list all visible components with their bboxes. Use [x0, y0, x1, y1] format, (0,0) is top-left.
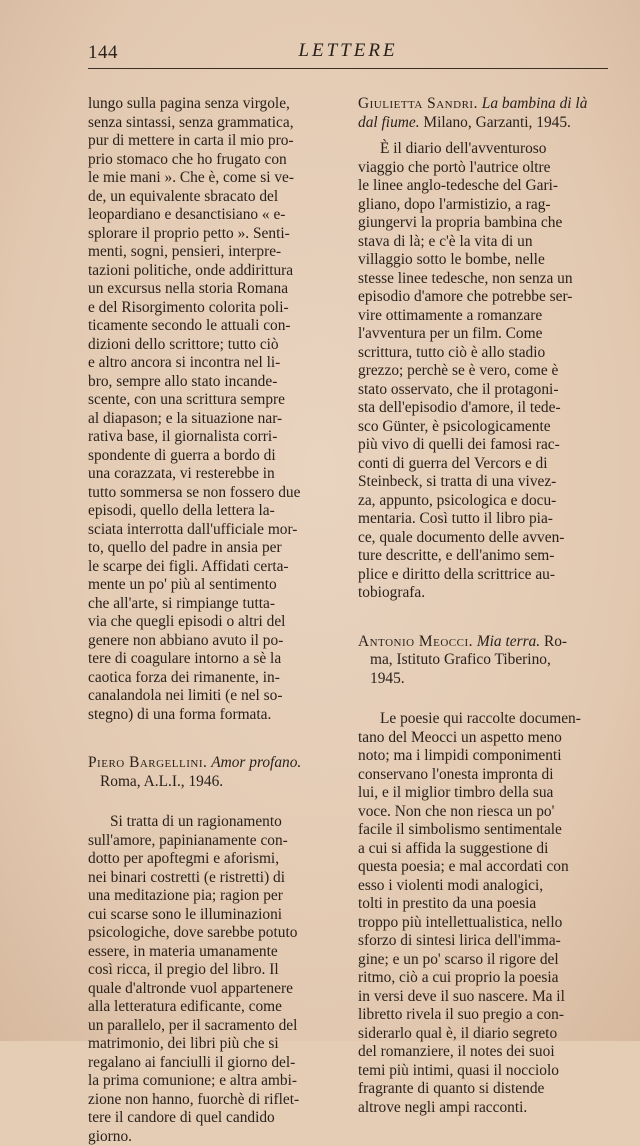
text-line: canalandola nei limiti (e nel so-	[88, 687, 283, 704]
review-author: Antonio Meocci.	[358, 632, 473, 650]
text-line: grezzo; perchè se è vero, come è	[358, 362, 559, 379]
text-line: za, appunto, psicologica e docu-	[358, 491, 557, 509]
text-line: noto; ma i limpidi componimenti	[358, 747, 562, 764]
review-bargellini	[88, 754, 340, 1146]
text-line: prio stomaco che ho frugato con	[88, 150, 287, 168]
review-body	[358, 140, 610, 603]
text-line: dotto per apoftegmi e aforismi,	[88, 850, 280, 867]
text-line: de, un equivalente sbracato del	[88, 187, 279, 205]
text-line: questa poesia; e mal accordati con	[358, 858, 569, 875]
text-line: caotica forza dei rimanente, in-	[88, 668, 280, 686]
text-line: al diapason; e la situazione nar-	[88, 409, 283, 427]
left-column	[88, 95, 340, 1146]
text-line: altrove negli ampi racconti.	[358, 1098, 528, 1116]
text-line: dizioni dello scrittore; tutto ciò	[88, 335, 279, 353]
text-line: siderarlo qual è, il diario segreto	[358, 1024, 558, 1042]
text-line: alla letteratura edificante, come	[88, 998, 282, 1015]
text-line: stegno) di una forma formata.	[88, 705, 272, 723]
text-line: una meditazione pia; ragion per	[88, 887, 283, 904]
text-line: più vivo di quelli dei famosi rac-	[358, 436, 560, 453]
text-line: nei binari costretti (e ristretti) di	[88, 868, 286, 886]
header-rule	[88, 68, 608, 69]
text-line: episodi, quello della lettera la-	[88, 502, 275, 519]
text-line: matrimonio, dei libri più che si	[88, 1035, 279, 1052]
text-line: un excursus nella storia Romana	[88, 280, 289, 297]
text-line: stava di là; e c'è la vita di un	[358, 232, 533, 250]
review-publisher: ma, Istituto Grafico Tiberino,	[370, 651, 551, 668]
text-line: gliano, dopo l'armistizio, a rag-	[358, 195, 551, 213]
text-line: lui, e il miglior timbro della sua	[358, 784, 554, 801]
text-line: mente un po' più al sentimento	[88, 576, 277, 593]
text-line: zione non hanno, fuorchè di riflet-	[88, 1090, 300, 1108]
text-line: la prima comunione; e altra ambi-	[88, 1072, 297, 1089]
text-line: regalano ai fanciulli il giorno del-	[88, 1053, 296, 1071]
review-book-title: Mia terra.	[476, 632, 541, 650]
text-line: ture descritte, e dell'animo sem-	[358, 547, 555, 564]
text-line: essere, in materia umanamente	[88, 942, 278, 960]
continued-review-text	[88, 95, 340, 724]
text-line: stesse linee tedesche, non senza un	[358, 269, 573, 287]
text-line: facile il simbolismo sentimentale	[358, 821, 562, 838]
text-line: villaggio sotto le bombe, nelle	[358, 251, 545, 268]
text-line: È il diario dell'avventuroso	[380, 140, 547, 157]
text-line: in versi deve il suo nascere. Ma il	[358, 987, 565, 1005]
text-line: lungo sulla pagina senza virgole,	[88, 95, 290, 112]
text-line: tere di coagulare intorno a sè la	[88, 650, 282, 667]
text-line: tere il candore di quel candido	[88, 1109, 275, 1126]
text-line: tutto sommersa se non fossero due	[88, 483, 301, 501]
text-line: cui scarse sono le illuminazioni	[88, 905, 283, 923]
text-line: mentaria. Così tutto il libro pia-	[358, 510, 553, 527]
text-line: menti, sogni, pensieri, interpre-	[88, 243, 282, 260]
text-line: episodio d'amore che potrebbe ser-	[358, 288, 573, 305]
review-book-title: La bambina di là dal fiume.	[358, 95, 588, 131]
text-line: Si tratta di un ragionamento	[110, 813, 282, 830]
review-body	[358, 710, 610, 1117]
text-line: splorare il proprio petto ». Senti-	[88, 224, 290, 242]
text-line: e altro ancora si incontra nel li-	[88, 354, 281, 371]
text-line: ce, quale documento delle avven-	[358, 528, 565, 546]
text-line: tazioni politiche, onde addirittura	[88, 261, 294, 279]
text-line: via che quegli episodi o altri del	[88, 613, 286, 630]
text-line: tolti in prestito da una poesia	[358, 895, 537, 912]
text-line: conservano l'onesta impronta di	[358, 765, 554, 783]
text-line: a cui si affida la suggestione di	[358, 839, 549, 857]
text-line: del romanziere, il notes dei suoi	[358, 1043, 555, 1060]
text-line: che all'arte, si rimpiange tutta-	[88, 594, 275, 612]
text-line: esso i violenti modi analogici,	[358, 876, 544, 894]
text-line: libretto rivela il suo pregio a con-	[358, 1006, 565, 1023]
text-line: fragrante di quanto si distende	[358, 1080, 545, 1097]
text-line: sull'amore, papinianamente con-	[88, 831, 288, 849]
review-reference	[88, 754, 340, 791]
review-meocci	[358, 633, 610, 1118]
text-line: le scarpe dei figli. Affidati certa-	[88, 557, 289, 575]
text-line: troppo più intellettualistica, nello	[358, 913, 563, 931]
text-line: e del Risorgimento colorita poli-	[88, 298, 289, 316]
text-line: voce. Non che non riesca un po'	[358, 802, 555, 820]
text-line: una corazzata, vi resterebbe in	[88, 465, 275, 482]
review-publisher: Ro-	[543, 632, 568, 650]
text-line: vire ottimamente a romanzare	[358, 306, 543, 324]
text-line: genere non abbiano avuto il po-	[88, 631, 284, 649]
review-reference	[358, 633, 610, 689]
text-line: tano del Meocci un aspetto meno	[358, 728, 562, 746]
text-line: le linee anglo-tedesche del Gari-	[358, 177, 558, 194]
text-line: l'avventura per un film. Come	[358, 325, 543, 342]
text-line: psicologiche, dove sarebbe potuto	[88, 924, 298, 941]
text-line: conti di guerra del Vercors e di	[358, 454, 548, 472]
text-line: Steinbeck, si tratta di una vivez-	[358, 473, 557, 490]
text-line: senza sintassi, senza grammatica,	[88, 113, 294, 131]
text-line: temi più intimi, quasi il nocciolo	[358, 1061, 559, 1079]
review-book-title: Amor profano.	[211, 754, 302, 771]
review-author: Giulietta Sandri.	[358, 95, 478, 112]
text-line: ritmo, ciò a cui proprio la poesia	[358, 969, 559, 986]
text-line: scente, con una scrittura sempre	[88, 391, 286, 408]
text-line: sciata interrotta dall'ufficiale mor-	[88, 520, 298, 538]
review-year: 1945.	[370, 669, 405, 687]
text-line: plice e diritto della scrittrice au-	[358, 565, 555, 583]
review-publisher: Milano, Garzanti, 1945.	[423, 113, 571, 131]
text-line: sco Günter, è psicologicamente	[358, 417, 551, 435]
text-line: le mie mani ». Che è, come si ve-	[88, 169, 295, 186]
review-publisher: Roma, A.L.I., 1946.	[100, 772, 224, 790]
right-column	[358, 95, 610, 1117]
review-sandri	[358, 95, 610, 603]
text-line: stato osservato, che il protagoni-	[358, 380, 559, 398]
text-line: viaggio che portò l'autrice oltre	[358, 158, 551, 176]
text-line: giorno.	[88, 1127, 133, 1145]
review-reference	[358, 95, 610, 132]
text-line: giungervi la propria bambina che	[358, 214, 563, 231]
text-line: un parallelo, per il sacramento del	[88, 1016, 298, 1034]
text-line: così ricca, il pregio del libro. Il	[88, 961, 279, 978]
text-line: sforzo di sintesi lirica dell'imma-	[358, 932, 561, 949]
review-author: Piero Bargellini.	[88, 754, 208, 771]
page-number: 144	[88, 42, 118, 63]
text-line: quale d'altronde vuol appartenere	[88, 979, 293, 997]
review-body	[88, 813, 340, 1146]
text-line: leopardiano e desanctisiano « e-	[88, 206, 286, 223]
text-line: rativa base, il giornalista corri-	[88, 428, 278, 445]
text-line: to, quello del padre in ansia per	[88, 539, 282, 556]
text-line: scrittura, tutto ciò è allo stadio	[358, 343, 546, 361]
text-line: gine; e un po' scarso il rigore del	[358, 950, 559, 968]
running-title: LETTERE	[298, 40, 398, 61]
continued-paragraph	[88, 95, 340, 724]
text-line: spondente di guerra a bordo di	[88, 446, 276, 464]
text-line: Le poesie qui raccolte documen-	[380, 710, 581, 727]
text-line: pur di mettere in carta il mio pro-	[88, 132, 294, 149]
page-header	[88, 40, 608, 70]
text-line: sta dell'episodio d'amore, il tede-	[358, 399, 561, 416]
text-line: ticamente secondo le attuali con-	[88, 317, 291, 334]
text-line: bro, sempre allo stato incande-	[88, 372, 278, 390]
text-line: tobiografa.	[358, 584, 426, 601]
